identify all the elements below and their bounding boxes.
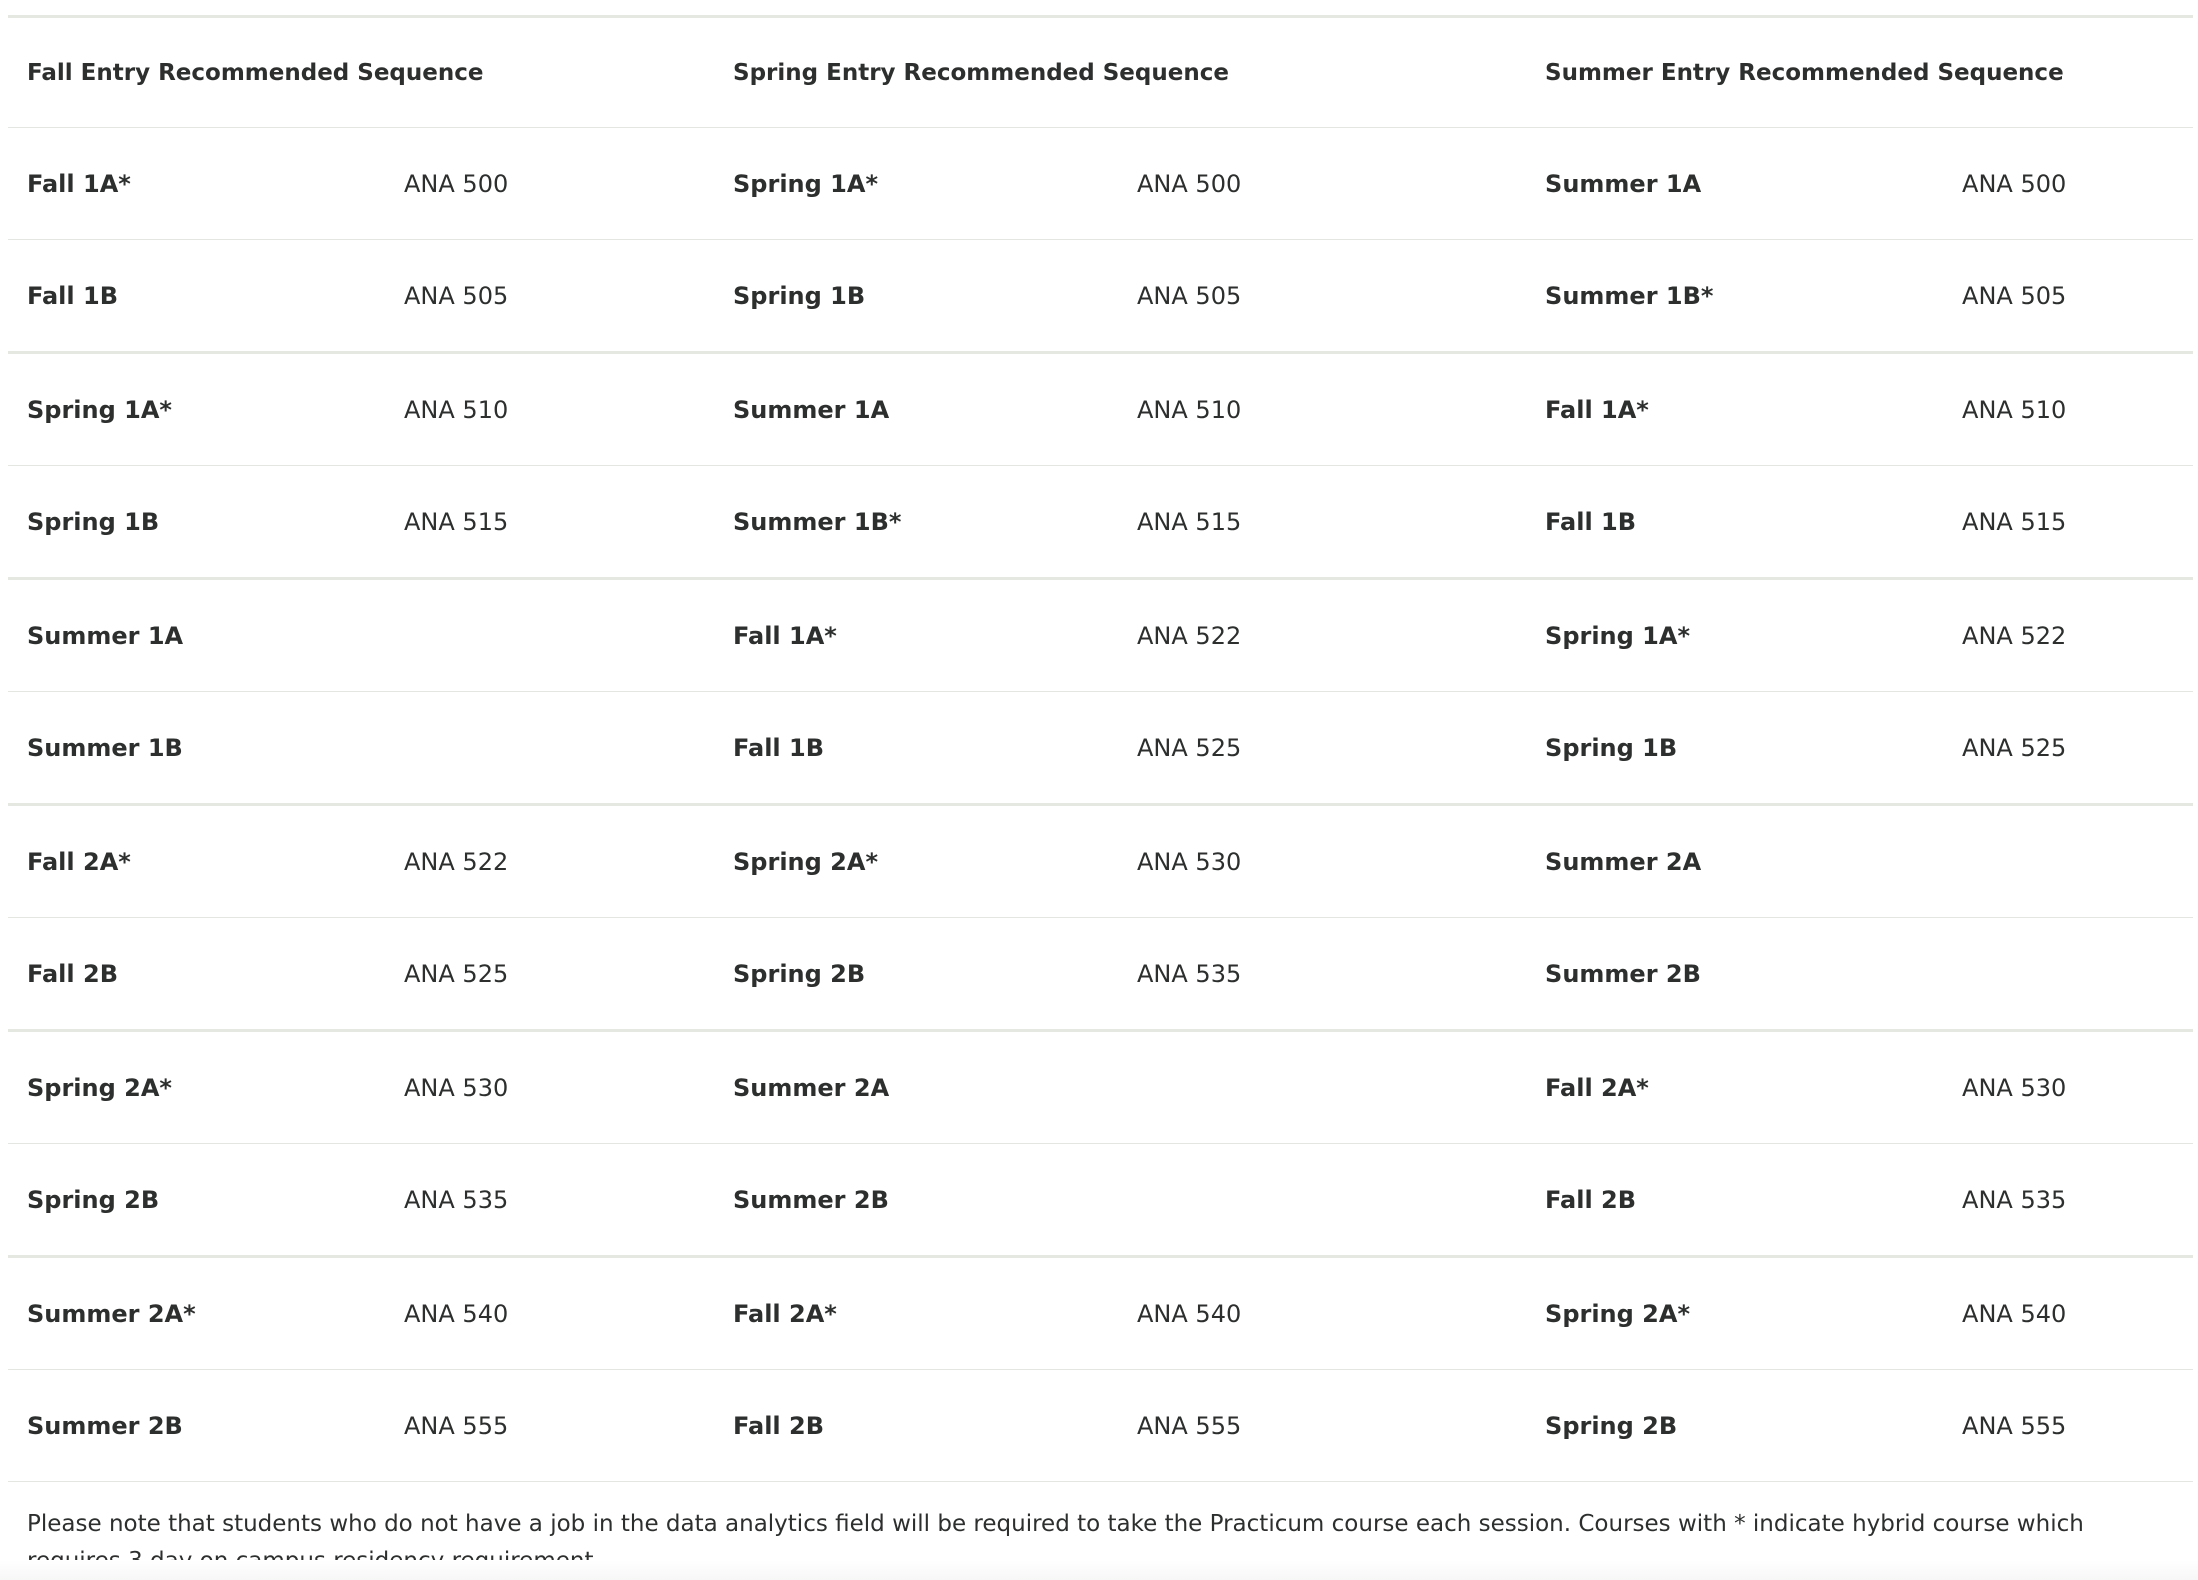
summer-course-cell: ANA 522 (1943, 579, 2193, 692)
footnote: Please note that students who do not have a job in the data analytics field will be required to take the Practicum course each session. Courses with * indicate hybrid course which (27, 1511, 2084, 1537)
table-row (8, 353, 2193, 466)
fall-term-cell: Spring 2B (8, 1144, 385, 1257)
fall-course-cell: ANA 522 (385, 805, 714, 918)
fall-term-cell: Spring 1B (8, 466, 385, 579)
table-body (8, 128, 2193, 1482)
summer-term-cell: Fall 2B (1526, 1144, 1943, 1257)
sequence-page (8, 0, 2193, 1580)
fall-term-cell: Spring 2A* (8, 1031, 385, 1144)
spring-term-cell: Spring 1B (714, 240, 1118, 353)
spring-term-cell: Fall 2A* (714, 1257, 1118, 1370)
fall-course-cell (385, 579, 714, 692)
summer-entry-header: Summer Entry Recommended Sequence (1526, 18, 2193, 128)
spring-term-cell: Fall 1A* (714, 579, 1118, 692)
spring-course-cell: ANA 530 (1118, 805, 1526, 918)
table-header-row (8, 18, 2193, 128)
spring-term-cell: Fall 1B (714, 692, 1118, 805)
summer-course-cell: ANA 515 (1943, 466, 2193, 579)
spring-course-cell: ANA 555 (1118, 1370, 1526, 1482)
spring-course-cell: ANA 522 (1118, 579, 1526, 692)
spring-term-cell: Fall 2B (714, 1370, 1118, 1482)
fall-course-cell (385, 692, 714, 805)
fall-course-cell: ANA 510 (385, 353, 714, 466)
spring-term-cell: Summer 1A (714, 353, 1118, 466)
fall-course-cell: ANA 500 (385, 128, 714, 240)
fall-course-cell: ANA 530 (385, 1031, 714, 1144)
spring-course-cell: ANA 540 (1118, 1257, 1526, 1370)
spring-entry-header: Spring Entry Recommended Sequence (714, 18, 1526, 128)
summer-term-cell: Summer 2B (1526, 918, 1943, 1031)
summer-term-cell: Summer 1A (1526, 128, 1943, 240)
fall-term-cell: Spring 1A* (8, 353, 385, 466)
summer-course-cell: ANA 525 (1943, 692, 2193, 805)
table-row (8, 1370, 2193, 1482)
summer-course-cell: ANA 535 (1943, 1144, 2193, 1257)
summer-term-cell: Summer 2A (1526, 805, 1943, 918)
spring-term-cell: Spring 2B (714, 918, 1118, 1031)
spring-course-cell: ANA 535 (1118, 918, 1526, 1031)
fall-term-cell: Fall 2B (8, 918, 385, 1031)
table-row (8, 1144, 2193, 1257)
spring-course-cell: ANA 525 (1118, 692, 1526, 805)
table-row (8, 128, 2193, 240)
table-row (8, 692, 2193, 805)
summer-term-cell: Spring 1A* (1526, 579, 1943, 692)
spring-term-cell: Summer 2B (714, 1144, 1118, 1257)
fall-term-cell: Fall 2A* (8, 805, 385, 918)
table-row (8, 240, 2193, 353)
fall-term-cell: Summer 1B (8, 692, 385, 805)
spring-course-cell (1118, 1144, 1526, 1257)
summer-term-cell: Spring 1B (1526, 692, 1943, 805)
summer-course-cell: ANA 555 (1943, 1370, 2193, 1482)
table-row (8, 1257, 2193, 1370)
bottom-shade (0, 1560, 2198, 1580)
spring-course-cell: ANA 510 (1118, 353, 1526, 466)
fall-term-cell: Fall 1A* (8, 128, 385, 240)
spring-course-cell: ANA 505 (1118, 240, 1526, 353)
summer-term-cell: Fall 1A* (1526, 353, 1943, 466)
fall-term-cell: Summer 1A (8, 579, 385, 692)
table-row (8, 466, 2193, 579)
fall-course-cell: ANA 505 (385, 240, 714, 353)
fall-term-cell: Summer 2A* (8, 1257, 385, 1370)
summer-course-cell: ANA 505 (1943, 240, 2193, 353)
summer-course-cell: ANA 500 (1943, 128, 2193, 240)
summer-term-cell: Fall 1B (1526, 466, 1943, 579)
fall-entry-header: Fall Entry Recommended Sequence (8, 18, 714, 128)
table-row (8, 1031, 2193, 1144)
fall-course-cell: ANA 535 (385, 1144, 714, 1257)
spring-course-cell: ANA 500 (1118, 128, 1526, 240)
summer-term-cell: Summer 1B* (1526, 240, 1943, 353)
summer-term-cell: Fall 2A* (1526, 1031, 1943, 1144)
spring-course-cell (1118, 1031, 1526, 1144)
summer-course-cell: ANA 540 (1943, 1257, 2193, 1370)
fall-course-cell: ANA 555 (385, 1370, 714, 1482)
summer-course-cell (1943, 805, 2193, 918)
summer-term-cell: Spring 2A* (1526, 1257, 1943, 1370)
spring-term-cell: Summer 1B* (714, 466, 1118, 579)
spring-term-cell: Summer 2A (714, 1031, 1118, 1144)
spring-course-cell: ANA 515 (1118, 466, 1526, 579)
fall-course-cell: ANA 540 (385, 1257, 714, 1370)
fall-term-cell: Summer 2B (8, 1370, 385, 1482)
summer-term-cell: Spring 2B (1526, 1370, 1943, 1482)
summer-course-cell: ANA 530 (1943, 1031, 2193, 1144)
summer-course-cell: ANA 510 (1943, 353, 2193, 466)
table-row (8, 579, 2193, 692)
table-row (8, 805, 2193, 918)
spring-term-cell: Spring 2A* (714, 805, 1118, 918)
summer-course-cell (1943, 918, 2193, 1031)
spring-term-cell: Spring 1A* (714, 128, 1118, 240)
fall-course-cell: ANA 515 (385, 466, 714, 579)
recommended-sequence-table (8, 18, 2193, 1482)
fall-term-cell: Fall 1B (8, 240, 385, 353)
table-row (8, 918, 2193, 1031)
fall-course-cell: ANA 525 (385, 918, 714, 1031)
